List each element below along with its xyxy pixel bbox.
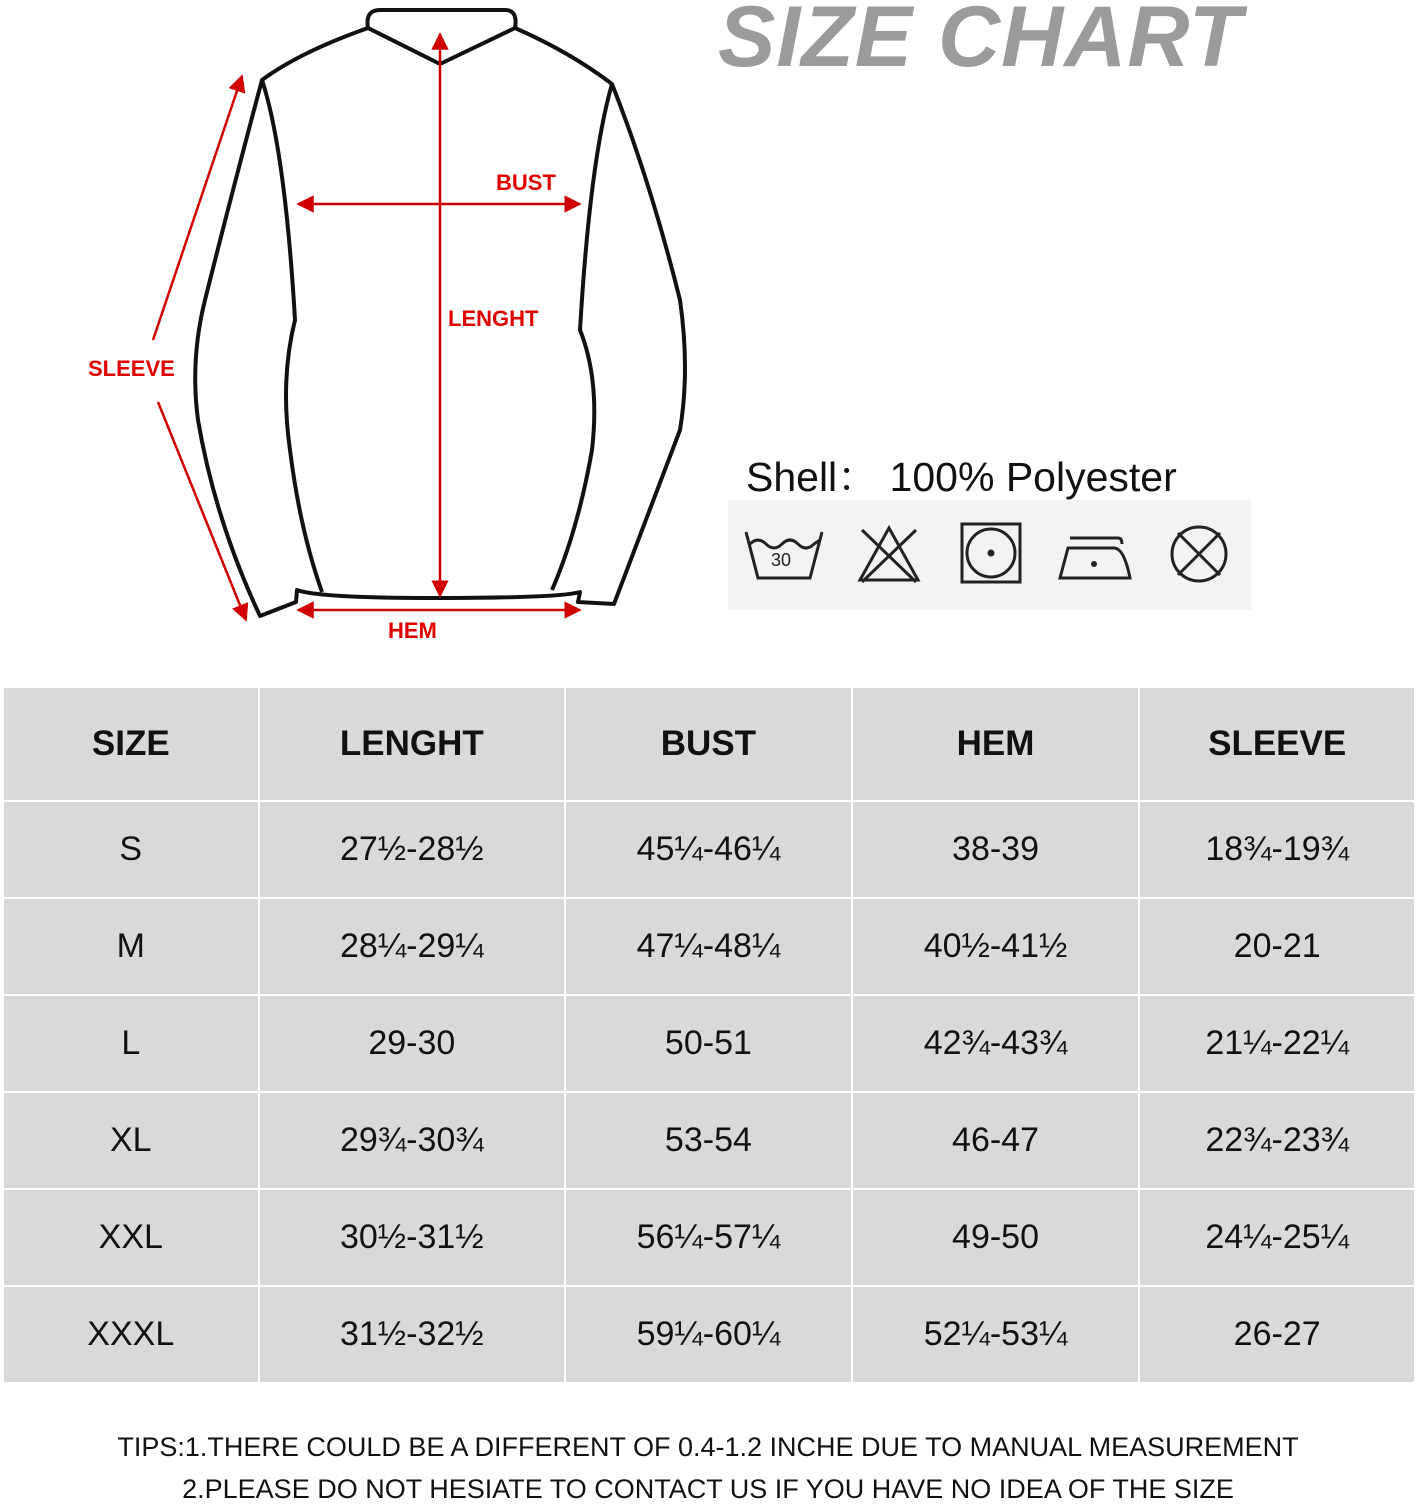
page-title: SIZE CHART: [718, 0, 1243, 85]
table-row: [3, 898, 1415, 995]
cell-size: XXXL: [3, 1286, 259, 1383]
tip-line-2: 2.PLEASE DO NOT HESIATE TO CONTACT US IF YOU HAVE NO IDEA OF THE SIZE: [182, 1474, 1234, 1504]
tips-section: [0, 1426, 1416, 1510]
table-row: [3, 1092, 1415, 1189]
wash-30-icon: [742, 500, 826, 610]
cell-sleeve: 18¾-19¾: [1139, 801, 1415, 898]
cell-sleeve: 26-27: [1139, 1286, 1415, 1383]
cell-length: 31½-32½: [259, 1286, 566, 1383]
cell-bust: 56¼-57¼: [565, 1189, 852, 1286]
care-symbols: [728, 500, 1251, 610]
sleeve-label: SLEEVE: [88, 356, 175, 381]
header-size: SIZE: [3, 687, 259, 801]
cell-sleeve: 21¼-22¼: [1139, 995, 1415, 1092]
length-label: LENGHT: [448, 306, 539, 331]
header-sleeve: SLEEVE: [1139, 687, 1415, 801]
cell-hem: 40½-41½: [852, 898, 1140, 995]
iron-low-icon: [1056, 500, 1136, 610]
cell-sleeve: 22¾-23¾: [1139, 1092, 1415, 1189]
cell-bust: 53-54: [565, 1092, 852, 1189]
tumble-dry-icon: [958, 500, 1024, 610]
cell-size: XL: [3, 1092, 259, 1189]
cell-size: L: [3, 995, 259, 1092]
cell-size: M: [3, 898, 259, 995]
tip-line-1: TIPS:1.THERE COULD BE A DIFFERENT OF 0.4-1.2 INCHE DUE TO MANUAL MEASUREMENT: [117, 1432, 1299, 1462]
table-row: [3, 1286, 1415, 1383]
cell-bust: 59¼-60¼: [565, 1286, 852, 1383]
cell-length: 30½-31½: [259, 1189, 566, 1286]
table-row: [3, 1189, 1415, 1286]
table-header-row: [3, 687, 1415, 801]
cell-bust: 47¼-48¼: [565, 898, 852, 995]
size-table: [2, 686, 1416, 1384]
do-not-bleach-icon: [854, 500, 924, 610]
material-text: Shell： 100% Polyester: [746, 454, 1177, 500]
cell-size: XXL: [3, 1189, 259, 1286]
cell-hem: 38-39: [852, 801, 1140, 898]
cell-hem: 52¼-53¼: [852, 1286, 1140, 1383]
cell-length: 29¾-30¾: [259, 1092, 566, 1189]
cell-length: 27½-28½: [259, 801, 566, 898]
cell-length: 29-30: [259, 995, 566, 1092]
cell-sleeve: 20-21: [1139, 898, 1415, 995]
cell-bust: 45¼-46¼: [565, 801, 852, 898]
header-bust: BUST: [565, 687, 852, 801]
table-row: [3, 801, 1415, 898]
cell-hem: 49-50: [852, 1189, 1140, 1286]
cell-size: S: [3, 801, 259, 898]
do-not-dry-clean-icon: [1166, 500, 1232, 610]
hem-label: HEM: [388, 618, 437, 643]
cell-hem: 42¾-43¾: [852, 995, 1140, 1092]
garment-diagram: [0, 0, 720, 670]
bust-label: BUST: [496, 170, 556, 195]
cell-hem: 46-47: [852, 1092, 1140, 1189]
cell-length: 28¼-29¼: [259, 898, 566, 995]
header-length: LENGHT: [259, 687, 566, 801]
table-row: [3, 995, 1415, 1092]
wash-temp-text: 30: [771, 550, 792, 570]
cell-sleeve: 24¼-25¼: [1139, 1189, 1415, 1286]
cell-bust: 50-51: [565, 995, 852, 1092]
header-hem: HEM: [852, 687, 1140, 801]
